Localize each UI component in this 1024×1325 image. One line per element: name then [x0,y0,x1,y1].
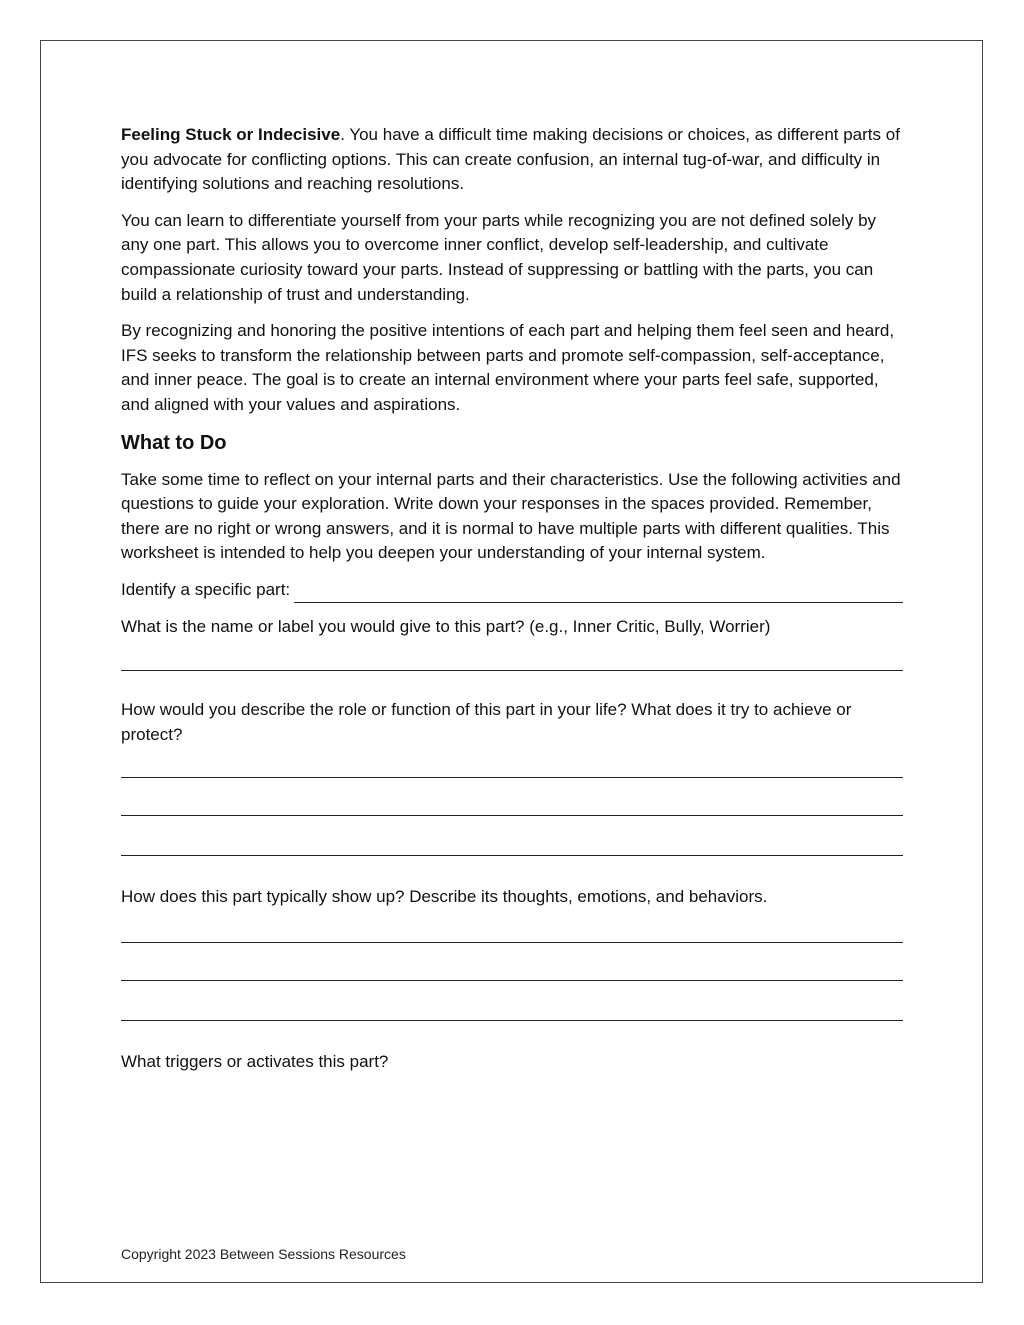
question-triggers: What triggers or activates this part? [121,1051,389,1071]
intro-paragraph-1 [121,123,903,197]
page-content [121,123,903,1074]
question-name-label: What is the name or label you would give to this part? (e.g., Inner Critic, Bully, Worrier) [121,616,771,636]
question-role-function: How would you describe the role or function of this part in your life? What does it try to achieve or protect? [121,700,852,744]
intro-bold-lead: Feeling Stuck or Indecisive [121,125,341,144]
identify-part-label: Identify a specific part: [121,579,291,599]
instructions-paragraph: Take some time to reflect on your internal parts and their characteristics. Use the following activities and questions to guide your exploration. Write down your responses in the spaces provided. Remember, there are no right or wrong answers, and it is normal to have multiple parts with different qualities. This worksheet is intended to help you deepen your understanding of your internal system. [121,469,901,563]
intro-paragraph-2: You can learn to differentiate yourself from your parts while recognizing you are not defined solely by any one part. This allows you to overcome inner conflict, develop self-leadership, and cultivate compassionate curiosity toward your parts. Instead of suppressing or battling with the parts, you can build a relationship of trust and understanding. [121,210,877,304]
identify-part-answer-line[interactable] [294,583,903,603]
identify-part-row [121,578,903,603]
section-heading: What to Do [121,431,227,454]
question-show-up: How does this part typically show up? Describe its thoughts, emotions, and behaviors. [121,887,768,907]
copyright-footer: Copyright 2023 Between Sessions Resources [121,1246,406,1262]
intro-lead-text: . You have a difficult time making decisions or choices, as different parts of you advocate for conflicting options. This can create confusion, an internal tug-of-war, and difficulty in identifying solutions and reaching resolutions. [121,125,900,194]
intro-paragraph-3: By recognizing and honoring the positive intentions of each part and helping them feel seen and heard, IFS seeks to transform the relationship between parts and promote self-compassion, self-acceptance, and inner peace. The goal is to create an internal environment where your parts feel safe, supported, and aligned with your values and aspirations. [121,321,895,414]
worksheet-page [40,40,983,1283]
